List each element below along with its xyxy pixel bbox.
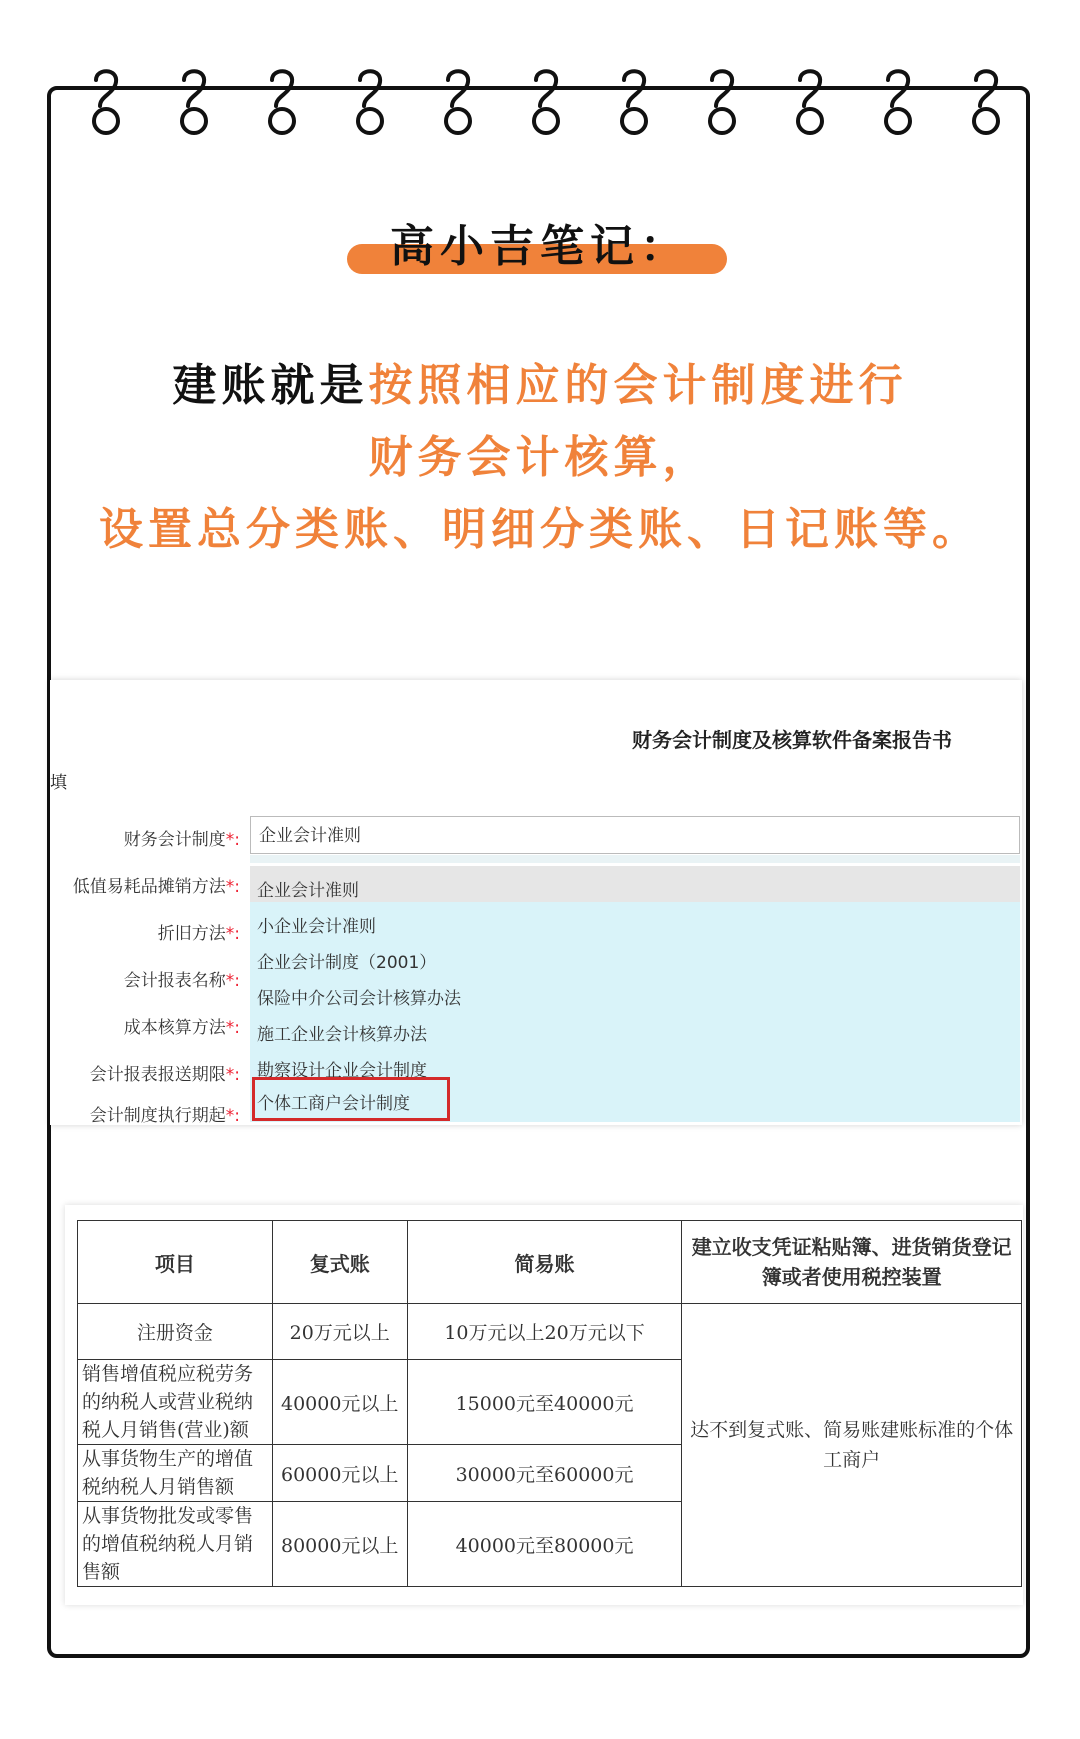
cell-item: 注册资金 [78,1304,273,1360]
cell-item: 销售增值税应税劳务的纳税人或营业税纳税人月销售(营业)额 [78,1360,273,1445]
highlight-box [252,1077,450,1121]
table-header-row [78,1221,1022,1304]
note-title-wrap [0,210,1080,274]
cell-item: 从事货物批发或零售的增值税纳税人月销售额 [78,1502,273,1587]
ring-icon [614,66,654,146]
ring-icon [438,66,478,146]
cell-simple: 10万元以上20万元以下 [407,1304,682,1360]
spiral-binding [0,66,1080,146]
cell-double: 40000元以上 [272,1360,407,1445]
header-double-entry: 复式账 [272,1221,407,1304]
note-line-2: 财务会计核算， [368,432,712,483]
filing-form [50,680,1022,1125]
form-label-0: 财务会计制度*: [123,830,240,850]
bookkeeping-table [77,1220,1022,1587]
ring-icon [174,66,214,146]
dropdown-option[interactable]: 企业会计制度（2001） [257,953,437,973]
cell-double: 60000元以上 [272,1445,407,1502]
select-shadow [250,855,1020,863]
ring-icon [86,66,126,146]
note-line-1-black: 建账就是 [172,360,369,411]
cell-merged: 达不到复式账、简易账建账标准的个体工商户 [682,1304,1022,1587]
cell-simple: 15000元至40000元 [407,1360,682,1445]
ring-icon [350,66,390,146]
form-label-5: 会计报表报送期限*: [89,1065,240,1085]
cell-item: 从事货物生产的增值税纳税人月销售额 [78,1445,273,1502]
form-label-2: 折旧方法*: [157,924,240,944]
table-row [78,1304,1022,1360]
form-label-4: 成本核算方法*: [123,1018,240,1038]
form-label-3: 会计报表名称*: [123,971,240,991]
dropdown-hover-row [250,866,1020,902]
form-fill-hint: 填 [50,773,67,793]
header-item: 项目 [78,1221,273,1304]
dropdown-option[interactable]: 保险中介公司会计核算办法 [257,989,461,1009]
ring-icon [790,66,830,146]
ring-icon [526,66,566,146]
cell-simple: 40000元至80000元 [407,1502,682,1587]
header-simple: 简易账 [407,1221,682,1304]
bookkeeping-table-panel [65,1205,1023,1605]
note-title: 高小吉笔记： [390,221,690,272]
cell-simple: 30000元至60000元 [407,1445,682,1502]
dropdown-option[interactable]: 企业会计准则 [257,881,359,901]
note-line-1-orange: 按照相应的会计制度进行 [368,360,908,411]
ring-icon [878,66,918,146]
cell-double: 80000元以上 [272,1502,407,1587]
dropdown-option[interactable]: 勘察设计企业会计制度 [257,1061,427,1081]
cell-double: 20万元以上 [272,1304,407,1360]
note-line-3: 设置总分类账、明细分类账、日记账等。 [99,504,981,555]
ring-icon [702,66,742,146]
form-label-6: 会计制度执行期起*: [89,1106,240,1126]
header-voucher: 建立收支凭证粘贴簿、进货销货登记簿或者使用税控装置 [682,1221,1022,1304]
accounting-system-select[interactable]: 企业会计准则 [250,816,1020,854]
form-title: 财务会计制度及核算软件备案报告书 [632,728,952,752]
ring-icon [262,66,302,146]
ring-icon [966,66,1006,146]
dropdown-option[interactable]: 施工企业会计核算办法 [257,1025,427,1045]
dropdown-option[interactable]: 小企业会计准则 [257,917,376,937]
dropdown-option-highlighted[interactable]: 个体工商户会计制度 [257,1094,410,1114]
form-label-1: 低值易耗品摊销方法*: [72,877,240,897]
note-line-1 [0,350,1080,422]
